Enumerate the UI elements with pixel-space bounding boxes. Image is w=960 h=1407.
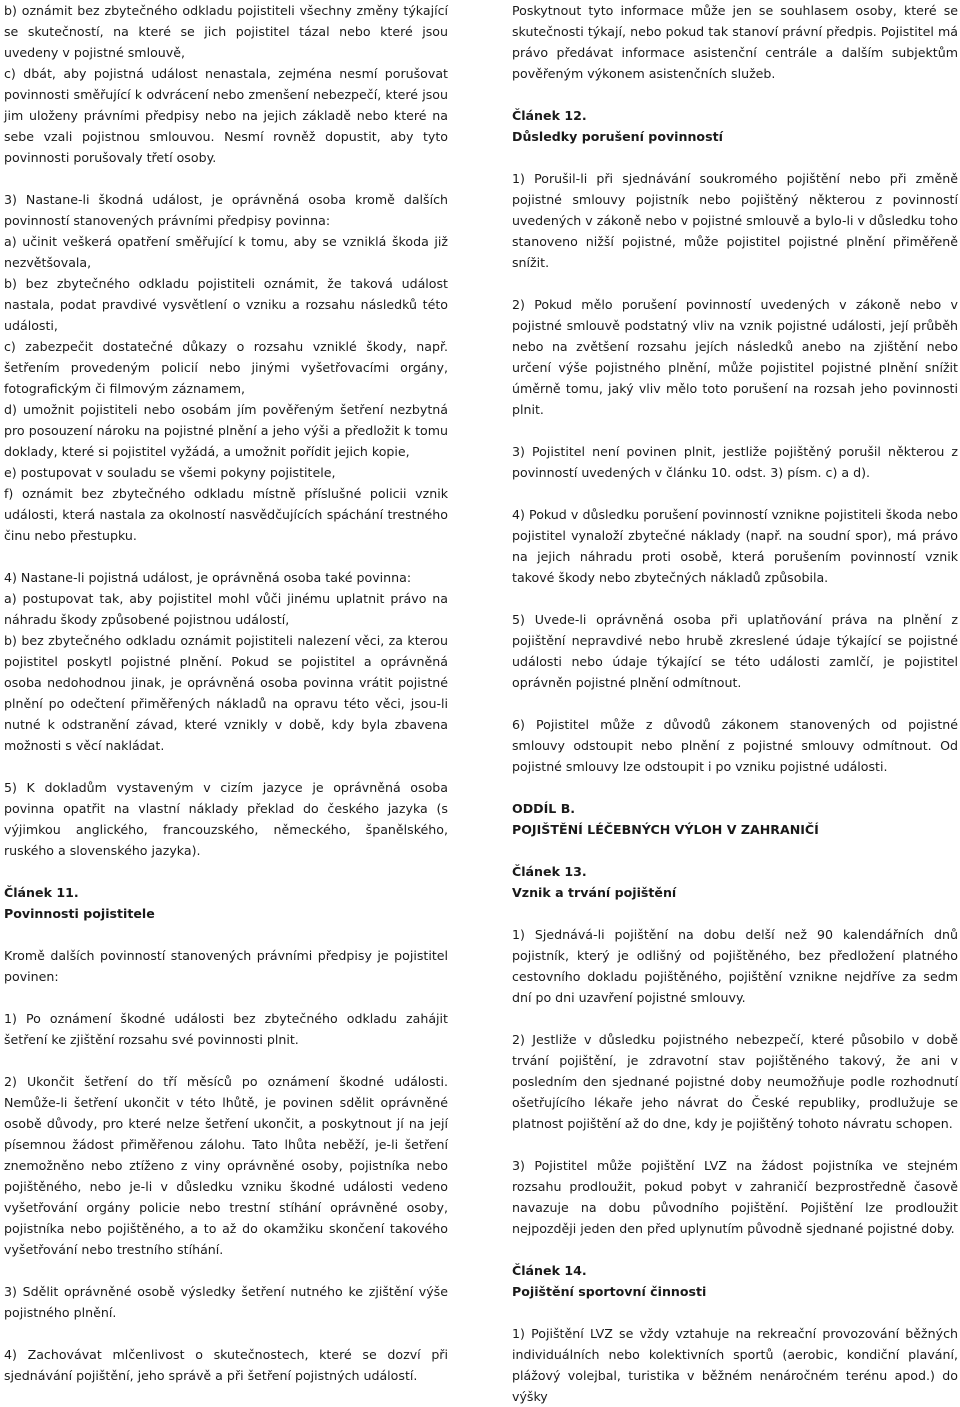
paragraph-r6: 3) Pojistitel není povinen plnit, jestliže pojištěný porušil některou z povinností uvedených v článku 10. odst. 3) písm. c) a d). [512,444,958,480]
paragraph-l4: a) učinit veškerá opatření směřující k tomu, aby se vzniklá škoda již nezvětšovala, [4,234,448,270]
paragraph-r1: Poskytnout tyto informace může jen se souhlasem osoby, které se skutečnosti týkají, nebo pokud tak stanoví právní předpis. Pojistitel má právo předávat informace asistenční centrále a dalším subjektům pověřeným výkonem asistenčních služeb. [512,3,958,81]
paragraph-r15: 2) Jestliže v důsledku pojistného nebezpečí, které působilo v době trvání pojištění, je zdravotní stav pojištěného takový, že ani v posledním den sjednané pojistné doby neumožňuje podle rozhodnutí ošetřujícího lékaře jeho návrat do České republiky, prodlužuje se platnost pojištění až do dne, kdy je pojištěný tohoto návratu schopen. [512,1032,958,1131]
article-12-number: Článek 12. [512,108,587,123]
paragraph-l11: a) postupovat tak, aby pojistitel mohl vůči jinému uplatnit právo na náhradu škody způsobené pojistnou událostí, [4,591,448,627]
paragraph-r14: 1) Sjednává-li pojištění na dobu delší než 90 kalendářních dnů pojistník, který je odlišný od pojištěného, bez předložení platného cestovního dokladu pojištěného, pojištění vznikne nejdříve za sedm dní po dni uzavření pojistné smlouvy. [512,927,958,1005]
paragraph-l1: b) oznámit bez zbytečného odkladu pojistiteli všechny změny týkající se skutečností, na které se jich pojistitel tázal nebo které jsou uvedeny v pojistné smlouvě, [4,3,448,60]
paragraph-l10: 4) Nastane-li pojistná událost, je oprávněná osoba také povinna: [4,570,412,585]
paragraph-r16: 3) Pojistitel může pojištění LVZ na žádost pojistníka ve stejném rozsahu prodloužit, pokud pobyt v zahraničí bezprostředně časově navazuje na dobu původního pojištění. Pojištění lze prodloužit nejpozději jeden den před uplynutím původně sjednané pojistné doby. [512,1158,958,1236]
paragraph-l5: b) bez zbytečného odkladu pojistiteli oznámit, že taková událost nastala, podat pravdivé vysvětlení o vzniku a rozsahu následků této události, [4,276,448,333]
paragraph-l12: b) bez zbytečného odkladu oznámit pojistiteli nalezení věci, za kterou pojistitel poskytl pojistné plnění. Pokud se pojistitel a oprávněná osoba nedohodnou jinak, je oprávněná osoba povinna vrátit pojistné plnění po odečtení přiměřených nákladů na opravu této věci, jsou-li nutné k odstranění závad, které vznikly v době, kdy byla zbavena možnosti s věcí nakládat. [4,633,448,753]
paragraph-l19: 3) Sdělit oprávněné osobě výsledky šetření nutného ke zjištění výše pojistného plnění. [4,1284,448,1320]
paragraph-r7: 4) Pokud v důsledku porušení povinností vznikne pojistiteli škoda nebo pojistitel vynaloží zbytečné náklady (např. na soudní spor), má právo na jejich náhradu proti osobě, která porušením povinností vznik takové škody nebo zbytečných nákladů způsobila. [512,507,958,585]
paragraph-r4: 1) Porušil-li při sjednávání soukromého pojištění nebo při změně pojistné smlouvy pojistník nebo pojištěný některou z povinností uvedených v zákoně nebo v pojistné smlouvě a bylo-li v důsledku toho stanoveno nižší pojistné, může pojistitel pojistné plnění přiměřeně snížit. [512,171,958,270]
paragraph-l2: c) dbát, aby pojistná událost nenastala, zejména nesmí porušovat povinnosti směřující k odvrácení nebo zmenšení nebezpečí, které jsou jim uloženy právními předpisy nebo na jejich základě nebo které na sebe vzali pojistnou smlouvou. Nesmí rovněž dopustit, aby tyto povinnosti porušovaly třetí osoby. [4,66,448,165]
paragraph-l6: c) zabezpečit dostatečné důkazy o rozsahu vzniklé škody, např. šetřením provedeným policií nebo jinými vyšetřovacími orgány, fotografickým či filmovým záznamem, [4,339,448,396]
article-13-title: Vznik a trvání pojištění [512,885,677,900]
paragraph-l17: 1) Po oznámení škodné události bez zbytečného odkladu zahájit šetření ke zjištění rozsahu své povinnosti plnit. [4,1011,448,1047]
paragraph-r5: 2) Pokud mělo porušení povinností uvedených v zákoně nebo v pojistné smlouvě podstatný vliv na vznik pojistné události, její průběh nebo na zvětšení rozsahu jejích následků anebo na zjištění nebo určení výše pojistného plnění, může pojistitel pojistné plnění snížit úměrně tomu, jaký vliv mělo toto porušení na rozsah jeho povinnosti plnit. [512,297,958,417]
article-11-number: Článek 11. [4,885,79,900]
article-11-title: Povinnosti pojistitele [4,906,155,921]
article-12-title: Důsledky porušení povinností [512,129,723,144]
left-column [4,0,448,1386]
paragraph-r19: 1) Pojištění LVZ se vždy vztahuje na rekreační provozování běžných individuálních nebo kolektivních sportů (aerobic, kondiční plavání, plážový volejbal, turistika v běžném nenáročném terénu apod.) do výšky [512,1326,958,1404]
section-b-number: ODDÍL B. [512,801,576,816]
paragraph-l8: e) postupovat v souladu se všemi pokyny pojistitele, [4,465,336,480]
paragraph-l7: d) umožnit pojistiteli nebo osobám jím pověřeným šetření nezbytná pro posouzení nároku na pojistné plnění a jeho výši a předložit k tomu doklady, které si pojistitel vyžádá, a umožnit pořídit jejich kopie, [4,402,448,459]
paragraph-r8: 5) Uvede-li oprávněná osoba při uplatňování práva na plnění z pojištění nepravdivé nebo hrubě zkreslené údaje týkající se pojistné události nebo údaje týkající se této události zamlčí, je pojistitel oprávněn pojistné plnění odmítnout. [512,612,958,690]
paragraph-r9: 6) Pojistitel může z důvodů zákonem stanovených od pojistné smlouvy odstoupit nebo plnění z pojistné smlouvy odmítnout. Od pojistné smlouvy lze odstoupit i po vzniku pojistné události. [512,717,958,774]
paragraph-l9: f) oznámit bez zbytečného odkladu místně příslušné policii vznik události, která nastala za okolností nasvědčujících spáchání trestného činu nebo přestupku. [4,486,448,543]
paragraph-l16: Kromě dalších povinností stanovených právními předpisy je pojistitel povinen: [4,948,448,984]
section-b-title: POJIŠTĚNÍ LÉČEBNÝCH VÝLOH V ZAHRANIČÍ [512,822,819,837]
paragraph-l20: 4) Zachovávat mlčenlivost o skutečnostech, které se dozví při sjednávání pojištění, jeho správě a při šetření pojistných událostí. [4,1347,448,1383]
right-column [512,0,958,1407]
article-14-number: Článek 14. [512,1263,587,1278]
paragraph-l13: 5) K dokladům vystaveným v cizím jazyce je oprávněná osoba povinna opatřit na vlastní náklady překlad do českého jazyka (s výjimkou anglického, francouzského, německého, španělského, ruského a slovenského jazyka). [4,780,448,858]
article-13-number: Článek 13. [512,864,587,879]
article-14-title: Pojištění sportovní činnosti [512,1284,707,1299]
paragraph-l3: 3) Nastane-li škodná událost, je oprávněná osoba kromě dalších povinností stanovených právními předpisy povinna: [4,192,448,228]
paragraph-l18: 2) Ukončit šetření do tří měsíců po oznámení škodné události. Nemůže-li šetření ukončit v této lhůtě, je povinen sdělit oprávněné osobě důvody, pro které nelze šetření ukončit, a poskytnout jí na její písemnou žádost přiměřenou zálohu. Tato lhůta neběží, je-li šetření znemožněno nebo ztíženo z viny oprávněné osoby, pojistníka nebo pojištěného, nebo je-li v důsledku vzniku škodné události vedeno vyšetřování orgány policie nebo trestní stíhání oprávněné osoby, pojistníka nebo pojištěného, a to až do okamžiku skončení takového vyšetřování nebo trestního stíhání. [4,1074,448,1257]
